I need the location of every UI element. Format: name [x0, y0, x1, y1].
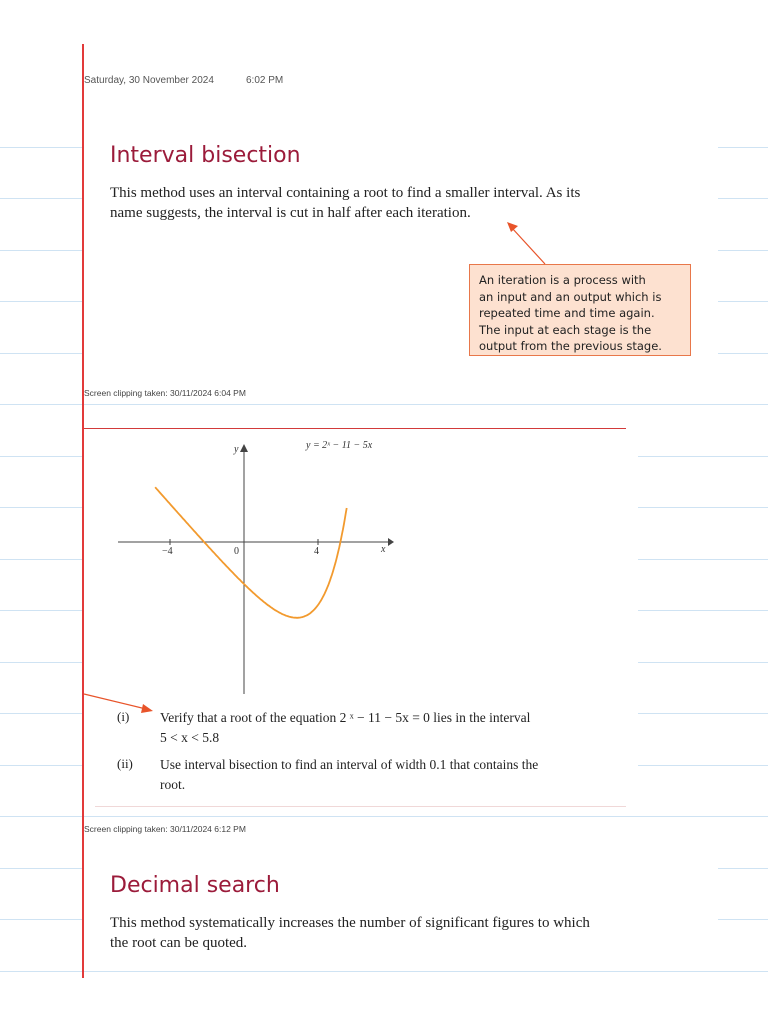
question-number: (ii) [117, 756, 133, 771]
clipping-note: Screen clipping taken: 30/11/2024 6:12 PM [84, 824, 246, 834]
page-time: 6:02 PM [246, 75, 284, 86]
function-graph [100, 432, 400, 694]
curve-equation: y = 2ˣ − 11 − 5x [306, 440, 373, 451]
question-text: root. [160, 777, 186, 792]
x-axis-arrow [388, 538, 394, 546]
section-body-line: This method systematically increases the number of significant figures to which [110, 915, 590, 931]
section-heading-interval-bisection: Interval bisection [110, 143, 301, 168]
tick-label: 0 [234, 546, 239, 557]
clipping-border-top [84, 428, 626, 429]
tick-label: 4 [314, 546, 319, 557]
ruled-line [0, 816, 768, 817]
question-text: 5 < x < 5.8 [160, 730, 220, 745]
clipping-note: Screen clipping taken: 30/11/2024 6:04 PM [84, 388, 246, 398]
callout-line: an input and an output which is [479, 289, 662, 304]
callout-line: repeated time and time again. [479, 306, 655, 320]
section-heading-decimal-search: Decimal search [110, 873, 280, 898]
section-body-line: This method uses an interval containing a root to find a smaller interval. As its [110, 185, 581, 201]
callout-line: An iteration is a process with [479, 273, 646, 287]
margin-line [82, 44, 84, 978]
y-axis-label: y [234, 444, 239, 455]
section-body-line: the root can be quoted. [110, 935, 248, 951]
clipping-border-bottom [95, 806, 626, 807]
question-number: (i) [117, 709, 130, 724]
y-axis-arrow [240, 444, 248, 452]
ruled-line [0, 404, 768, 405]
question-text: Verify that a root of the equation 2 ˣ − 11 − 5x = 0 lies in the interval [160, 710, 531, 725]
tick-label: −4 [162, 546, 173, 557]
page-date: Saturday, 30 November 2024 [84, 75, 214, 86]
ruled-line [0, 971, 768, 972]
section-body-line: name suggests, the interval is cut in half after each iteration. [110, 205, 471, 221]
question-text: Use interval bisection to find an interval of width 0.1 that contains the [160, 757, 539, 772]
x-axis-label: x [381, 544, 386, 555]
iteration-callout [469, 264, 691, 356]
callout-line: The input at each stage is the [479, 322, 652, 337]
callout-line: output from the previous stage. [479, 339, 662, 353]
